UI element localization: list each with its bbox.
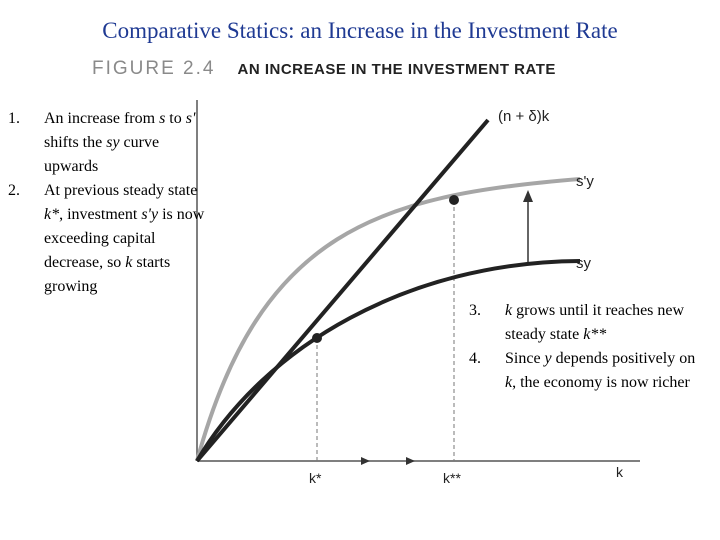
- list-item: [8, 179, 208, 299]
- right-arrow-icon: [406, 457, 415, 465]
- list-text: depends positively on: [551, 350, 696, 367]
- x-axis-label: k: [616, 464, 623, 480]
- old-steady-state-point: [312, 333, 322, 343]
- sprime-y-label: s'y: [576, 173, 594, 190]
- list-text: At previous steady state: [44, 182, 198, 199]
- variable-text: k**: [583, 326, 607, 343]
- left-explanation-list: [8, 107, 208, 299]
- list-text: starts growing: [44, 254, 171, 295]
- list-text: , the economy is now richer: [512, 374, 690, 391]
- list-item: [469, 299, 709, 347]
- right-arrow-icon: [361, 457, 370, 465]
- right-explanation-list: [469, 299, 709, 395]
- list-number: 4.: [469, 350, 481, 367]
- sy-label: sy: [576, 255, 591, 272]
- list-text: An increase from: [44, 110, 160, 127]
- k-star-label: k*: [309, 470, 322, 486]
- figure-number: FIGURE 2.4: [92, 58, 216, 79]
- list-text: curve upwards: [44, 134, 160, 175]
- depreciation-line: [197, 120, 488, 461]
- list-number: 1.: [8, 110, 20, 127]
- list-text: Since: [505, 350, 545, 367]
- depreciation-line-label: (n + δ)k: [498, 108, 550, 125]
- list-text: to: [165, 110, 186, 127]
- variable-text: k*: [44, 206, 60, 223]
- slide-title: Comparative Statics: an Increase in the Investment Rate: [102, 18, 618, 43]
- list-number: 2.: [8, 182, 20, 199]
- variable-text: y: [544, 350, 552, 367]
- variable-text: k: [505, 374, 513, 391]
- k-double-star-label: k**: [443, 470, 461, 486]
- variable-text: sy: [106, 134, 120, 151]
- figure-title: AN INCREASE IN THE INVESTMENT RATE: [237, 61, 556, 78]
- variable-text: k: [505, 302, 513, 319]
- list-text: , investment: [59, 206, 142, 223]
- variable-text: s': [185, 110, 196, 127]
- list-text: shifts the: [44, 134, 107, 151]
- up-arrow-icon: [523, 190, 533, 202]
- list-item: [469, 347, 709, 395]
- variable-text: s'y: [141, 206, 159, 223]
- new-steady-state-point: [449, 195, 459, 205]
- list-text: grows until it reaches new steady state: [505, 302, 685, 343]
- list-item: [8, 107, 208, 179]
- variable-text: k: [125, 254, 133, 271]
- variable-text: s: [159, 110, 166, 127]
- list-text: is now exceeding capital decrease, so: [44, 206, 205, 271]
- list-number: 3.: [469, 302, 481, 319]
